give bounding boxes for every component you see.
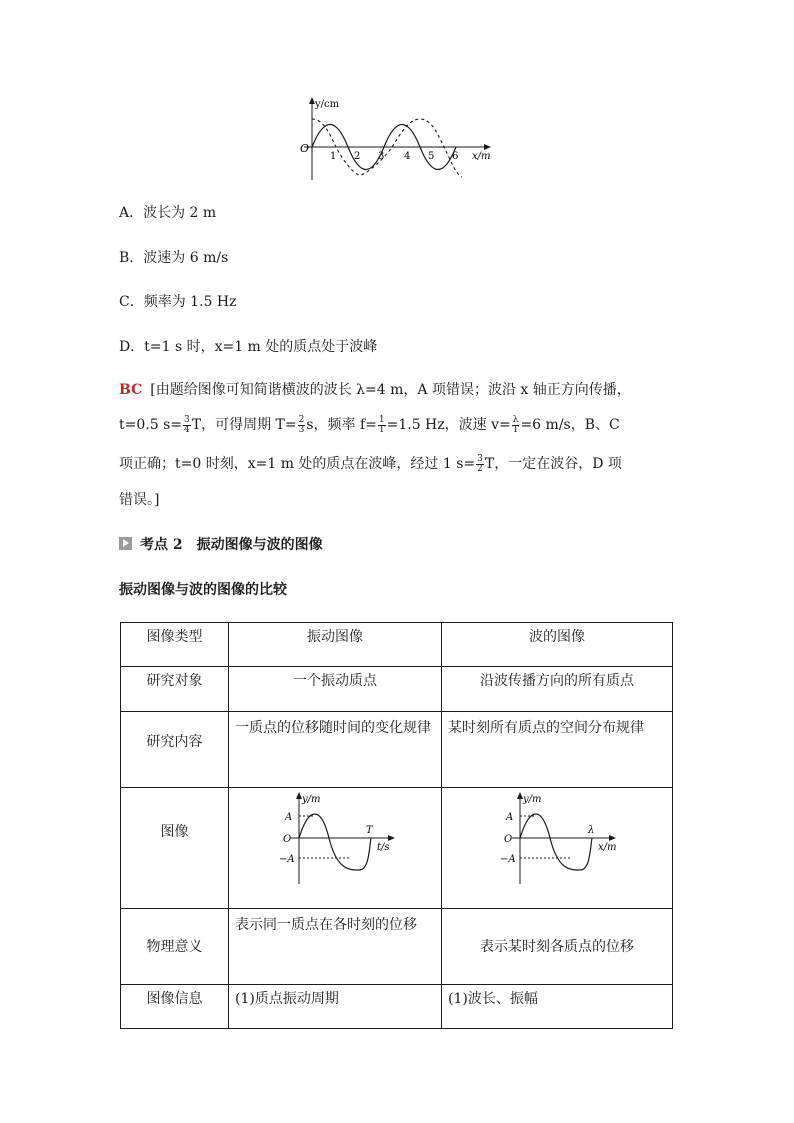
tick-3: 3 [378,151,385,162]
fraction: $\frac{3}{4}$ [184,414,190,435]
section-heading: 考点 2 振动图像与波的图像 [119,535,323,555]
dashed-wave [312,119,462,177]
wave-graph-cell [442,788,673,909]
svg-text:y/m: y/m [302,794,321,805]
wave-graph [442,788,672,898]
svg-text:−A: −A [279,854,295,865]
table-title: 振动图像与波的图像的比较 [119,582,287,598]
y-label: y/cm [315,99,340,110]
wave-graph-top [296,95,496,185]
answer-key: BC [119,382,143,398]
svg-text:O: O [283,834,292,845]
fraction: $\frac{1}{T}$ [378,414,385,435]
tick-6: 6 [452,151,459,162]
tick-5: 5 [428,151,435,162]
tick-2: 2 [354,151,361,162]
tick-1: 1 [330,151,337,162]
tick-4: 4 [404,151,411,162]
svg-text:A: A [285,812,293,823]
answer-line-3: 项正确；t=0 时刻，x=1 m 处的质点在波峰，经过 1 s= $\frac{3}{2}$ T，一定在波谷，D 项 [119,453,622,474]
answer-line-1: BC [由题给图像可知简谐横波的波长 λ=4 m，A 项错误；波沿 x 轴正方向传播， [119,382,631,398]
table-row: 图像信息 (1)质点振动周期 (1)波长、振幅 [121,985,673,1029]
table-row: 研究对象 一个振动质点 沿波传播方向的所有质点 [121,667,673,712]
x-label: x/m [472,151,491,162]
svg-text:t/s: t/s [377,842,390,853]
svg-text:x/m: x/m [598,842,617,853]
option-a: A．波长为 2 m [119,205,217,221]
svg-text:−A: −A [500,854,516,865]
option-b: B．波速为 6 m/s [119,250,229,266]
svg-text:λ: λ [588,825,595,836]
fraction: $\frac{3}{2}$ [477,453,483,474]
table-row: 图像类型 振动图像 波的图像 [121,623,673,667]
fraction: $\frac{\lambda}{T}$ [512,414,519,435]
comparison-table [120,622,673,1029]
vibration-graph [229,788,441,898]
option-d: D．t=1 s 时，x=1 m 处的质点处于波峰 [119,339,378,355]
play-triangle-icon [119,537,132,550]
fraction: $\frac{2}{3}$ [298,414,305,435]
svg-text:A: A [506,812,514,823]
svg-text:O: O [504,834,513,845]
svg-text:y/m: y/m [523,794,542,805]
table-row: 物理意义 表示同一质点在各时刻的位移 表示某时刻各质点的位移 [121,909,673,985]
table-row: 图像 y/m A O −A T t/s y/m A O −A λ x/m [121,788,673,909]
option-c: C．频率为 1.5 Hz [119,294,237,310]
origin-label: O [300,142,310,155]
table-row: 研究内容 一质点的位移随时间的变化规律 某时刻所有质点的空间分布规律 [121,712,673,788]
answer-line-4: 错误。] [119,492,160,508]
svg-text:T: T [366,825,373,836]
answer-line-2: t=0.5 s= $\frac{3}{4}$ T，可得周期 T= $\frac{2}{3}$ s，频率 f= $\frac{1}{T}$ =1.5 Hz，波速 v= $\frac{\lambda}{T}$ =6 m/s，B、C [119,414,620,435]
vibration-graph-cell [229,788,442,909]
